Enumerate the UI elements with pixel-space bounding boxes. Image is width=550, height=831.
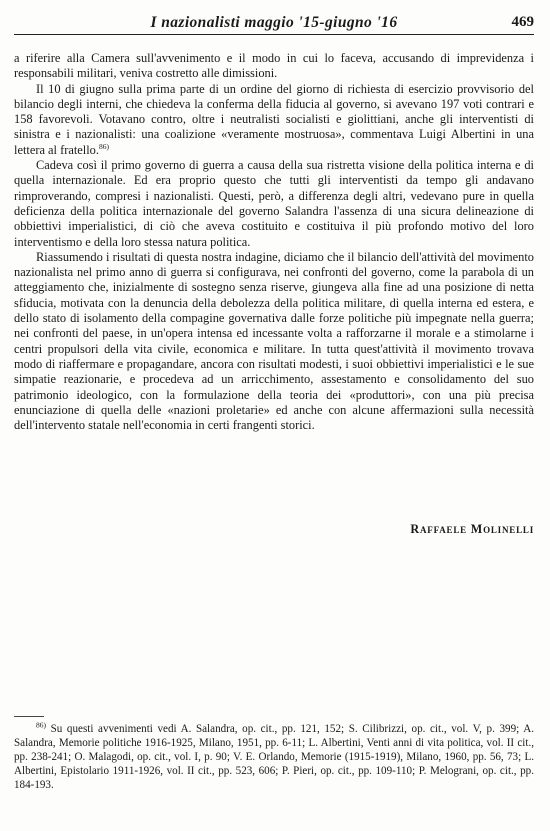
running-title: I nazionalisti maggio '15-giugno '16 (150, 14, 398, 31)
footnote-divider (14, 716, 44, 717)
footnote-86 (14, 722, 534, 792)
paragraph-1: a riferire alla Camera sull'avvenimento e il modo in cui lo faceva, accusando di imprevidenza i responsabili militari, veniva costretto alle dimissioni. (14, 51, 534, 81)
paragraph-2-text: Il 10 di giugno sulla prima parte di un ordine del giorno di richiesta di esercizio provvisorio del bilancio degli interni, che chiedeva la conferma della fiducia al governo, si avevano 197 voti contrari e 158 favorevoli. Votavano contro, oltre i neutralisti socialisti e giolittiani, anche gli interventisti di sinistra e i nazionalisti: una coalizione «veramente mostruosa», commentava Luigi Albertini in una lettera al fratello. (14, 81, 534, 157)
footnote-reference: 86) (98, 141, 109, 151)
page-number: 469 (511, 14, 534, 30)
main-text (14, 51, 534, 433)
paragraph-4: Riassumendo i risultati di questa nostra indagine, diciamo che il bilancio dell'attività del movimento nazionalista nel primo anno di guerra si configurava, nei confronti del governo, come la parabola di un atteggiamento che, inizialmente di sostegno senza riserve, giungeva alla fine ad una posizione di netta sfiducia, motivata con la denuncia della debolezza della politica militare, di quella interna ed estera, e dello stato di isolamento della compagine governativa dalle forze politiche più impegnate nella guerra; nei confronti del paese, in un'opera intensa ed incessante volta a rafforzarne il morale e a stimolarne i centri propulsori della vita civile, economica e militare. In tutta quest'attività il movimento trovava modo di riaffermare e propagandare, ancora con risultati modesti, i suoi obbiettivi imperialistici e le sue simpatie reazionarie, e procedeva ad un arricchimento, assestamento e consolidamento del suo patrimonio ideologico, con la formulazione della teoria dei «produttori», con una più precisa enunciazione di quella delle «nazioni proletarie» ed anche con alcune affermazioni sulla necessità dell'intervento statale nell'economia in certi frangenti storici. (14, 249, 534, 433)
paragraph-3: Cadeva così il primo governo di guerra a causa della sua ristretta visione della politica interna e di quella internazionale. Ed era proprio questo che tutti gli interventisti da tempo gli andavano rimproverando, compresi i nazionalisti. Questi, però, a differenza degli altri, vedevano pure in quella deficienza della politica internazionale del governo Salandra l'assenza di una sicura delineazione di obbiettivi imperialistici, di ciò che aveva costituito e costituiva il più profondo motivo del loro interventismo e della loro stessa natura politica. (14, 158, 534, 249)
footnote-number: 86) (36, 720, 46, 730)
author-signature: Raffaele Molinelli (410, 522, 534, 536)
page-header (14, 14, 534, 35)
footnotes (14, 722, 534, 792)
paragraph-2 (14, 82, 534, 158)
footnote-text: Su questi avvenimenti vedi A. Salandra, op. cit., pp. 121, 152; S. Cilibrizzi, op. cit., vol. V, p. 399; A. Salandra, Memorie politiche 1916-1925, Milano, 1951, pp. 6-11; L. Albertini, Venti anni di vita politica, vol. II cit., pp. 238-241; O. Malagodi, op. cit., vol. I, p. 90; V. E. Orlando, Memorie (1915-1919), Milano, 1960, pp. 56, 73; L. Albertini, Epistolario 1911-1926, vol. II cit., pp. 523, 606; P. Pieri, op. cit., pp. 109-110; P. Melograni, op. cit., pp. 184-193. (14, 723, 534, 791)
